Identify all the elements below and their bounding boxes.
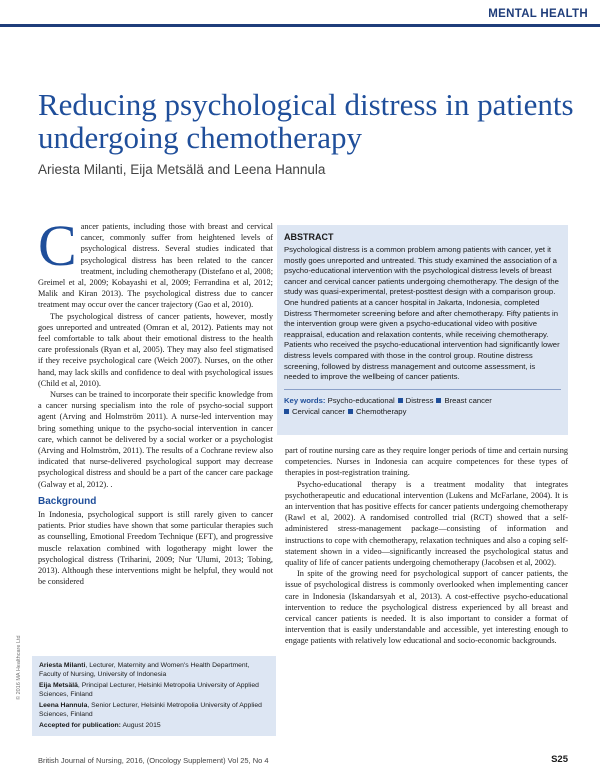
article-authors: Ariesta Milanti, Eija Metsälä and Leena Hannula — [38, 162, 326, 177]
abstract-heading: ABSTRACT — [284, 232, 334, 242]
bullet-square-icon — [348, 409, 353, 414]
keyword: Chemotherapy — [355, 406, 407, 416]
affiliation: Leena Hannula, Senior Lecturer, Helsinki Metropolia University of Applied Sciences, Finland — [39, 702, 262, 718]
intro-paragraph-2: The psychological distress of cancer patients, however, mostly goes unreported and untreated (Omran et al, 2012). Patients may not feel comfortable to talk about their emotional distress to the health care professionals (Ryan et al, 2005). They may also feel stigmatised if they receive psychological care (Weich 2007). Nurses, on the other hand, may lack skills and confidence to deal with psychological issues (Child et al, 2010). — [38, 311, 273, 388]
keywords — [284, 395, 561, 417]
bullet-square-icon — [398, 398, 403, 403]
intro-paragraph-3: Nurses can be trained to incorporate their specific knowledge from a cancer nursing specialism into the role of psycho-social support agent (Arving and Holmström 2011). A nurse-led intervention may bring something unique to the psycho-social intervention in cancer care, which cannot be delivered by a social worker or a psychologist (Arving and Holmström, 2011). The results of a Cochrane review also indicated that nurse-delivered psychological support may decrease psychological distress and should be a part of the cancer care package (Galway et al, 2012). . — [38, 390, 273, 489]
page-number: S25 — [551, 754, 568, 765]
keyword: Breast cancer — [444, 395, 492, 405]
section-label: MENTAL HEALTH — [488, 8, 588, 20]
keyword: Psycho-educational — [327, 395, 395, 405]
background-heading: Background — [38, 495, 97, 507]
abstract-text: Psychological distress is a common problem among patients with cancer, yet it mostly goes unreported and untreated. This study examined the association of a psycho-educational intervention with the psychological distress levels of breast cancer and cervical cancer patients undergoing chemotherapy. The design of the study was quasi-experimental, pretest-posttest design with a comparison group. One hundred patients at a cancer hospital in Jakarta, Indonesia, completed Distress Thermometer screening before and after chemotherapy. Fifty patients in the intervention group were given a psycho-educational video with positive reappraisal, education and relaxation contents, while receiving chemotherapy. Patients who received the psycho-educational intervention had significantly lower distress levels compared with those in the control group. Routine distress screening, followed by distress management and outcome assessment, is needed to improve the wellbeing of cancer patients. — [284, 245, 560, 382]
abstract-box — [277, 225, 568, 435]
right-paragraph-3: In spite of the growing need for psychological support of cancer patients, the issue of psychological distress is commonly overlooked when implementing cancer care in Indonesia (Iskandarsyah et al, 2013). A cost-effective psycho-educational intervention to reduce the psychological distress experienced by all breast and cervical cancer patients is needed. It is also important to consider a format of intervention that is easily understandable and accessible, yet interesting enough to engage patients with relatively low educational and socio-economic backgrounds. — [285, 569, 568, 646]
background-paragraph-1: In Indonesia, psychological support is still rarely given to cancer patients. Prior studies have shown that some particular therapies such as counselling, Emotional Freedom Technique (EFT), and progressive muscle relaxation combined with logotherapy might lower the psychological distress (Triharini, 2009; Nur 'Ulumi, 2013; Tobing, 2013). Although these interventions might be helpful, they would not be considered — [38, 510, 273, 587]
article-title: Reducing psychological distress in patients undergoing chemotherapy — [38, 87, 574, 155]
intro-paragraph-1: ancer patients, including those with breast and cervical cancer, commonly suffer from heightened levels of psychological distress. Several studies indicated that psychological distress has been related to the cancer treatment, including chemotherapy (Distefano et al, 2008; Greimel et al, 2009; Kobayashi et al, 2009; Ferrandina et al, 2012; Malik and Kiran 2013). The psychological distress due to cancer treatment may occur over the cancer trajectory (Gao et al, 2010). — [38, 222, 273, 310]
bullet-square-icon — [436, 398, 441, 403]
right-column — [285, 445, 568, 647]
journal-citation: British Journal of Nursing, 2016, (Oncology Supplement) Vol 25, No 4 — [38, 756, 269, 765]
keyword: Cervical cancer — [292, 406, 345, 416]
right-paragraph-1: part of routine nursing care as they require longer periods of time and certain nursing competencies. Nurses in Indonesia can acquire competences for these types of therapies in post-registration training. — [285, 446, 568, 478]
affiliations-box — [32, 656, 276, 736]
left-column — [38, 213, 273, 588]
bullet-square-icon — [284, 409, 289, 414]
right-paragraph-2: Psycho-educational therapy is a treatment modality that integrates psychotherapeutic and educational intervention (Lukens and McFarlane, 2004). It is an intervention that has positive effects for cancer patients undergoing chemotherapy (Rawl et al, 2002). A randomised controlled trial (RCT) showed that a self-administered stress-management package—consisting of information and instructions to cope with chemotherapy, relaxation techniques and also a coping self-statement shown in a video—significantly increased the psychological status and quality of life of cancer patients undergoing chemotherapy (Jacobsen et al, 2002). — [285, 479, 568, 568]
affiliation: Ariesta Milanti, Lecturer, Maternity and Women's Health Department, Faculty of Nursing, University of Indonesia — [39, 662, 250, 678]
accepted-date: Accepted for publication: August 2015 — [39, 722, 161, 729]
affiliation: Eija Metsälä, Principal Lecturer, Helsinki Metropolia University of Applied Sciences, Finland — [39, 682, 259, 698]
header-rule — [0, 24, 600, 27]
keyword: Distress — [405, 395, 434, 405]
copyright-notice: © 2016 MA Healthcare Ltd — [16, 635, 22, 700]
keywords-label: Key words: — [284, 395, 326, 405]
abstract-divider — [284, 389, 561, 390]
drop-cap: C — [38, 213, 77, 278]
